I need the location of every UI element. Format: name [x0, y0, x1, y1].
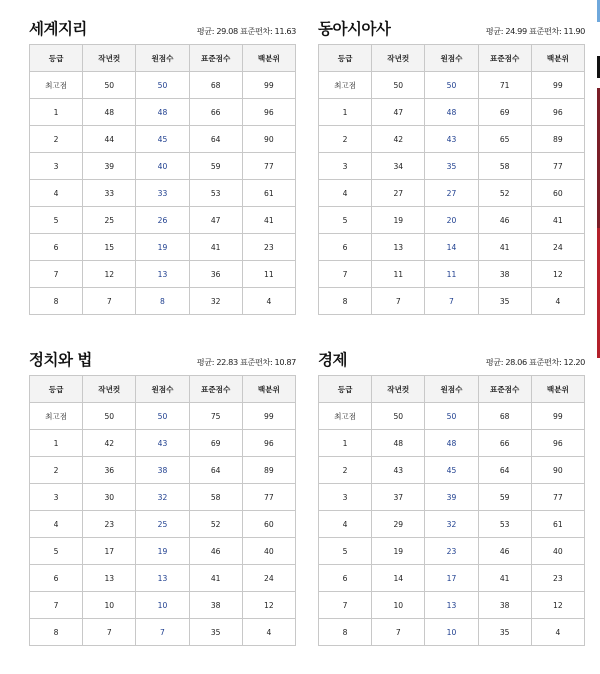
grade-cell: 3	[30, 484, 83, 511]
column-header: 등급	[319, 45, 372, 72]
column-header: 백분위	[531, 45, 584, 72]
standard-score-cell: 58	[478, 153, 531, 180]
last-year-cut-cell: 44	[83, 126, 136, 153]
percentile-cell: 89	[531, 126, 584, 153]
raw-score-cell: 23	[425, 538, 478, 565]
percentile-cell: 60	[242, 511, 295, 538]
percentile-cell: 41	[242, 207, 295, 234]
last-year-cut-cell: 48	[83, 99, 136, 126]
last-year-cut-cell: 50	[83, 72, 136, 99]
grade-cell: 6	[319, 565, 372, 592]
last-year-cut-cell: 29	[372, 511, 425, 538]
standard-score-cell: 38	[478, 592, 531, 619]
raw-score-cell: 17	[425, 565, 478, 592]
percentile-cell: 12	[531, 592, 584, 619]
standard-score-cell: 35	[478, 619, 531, 646]
table-row-grade-top	[319, 403, 585, 430]
column-header: 등급	[30, 45, 83, 72]
last-year-cut-cell: 47	[372, 99, 425, 126]
grade-cell: 4	[319, 180, 372, 207]
table-row-grade-5	[30, 207, 296, 234]
raw-score-cell: 7	[425, 288, 478, 315]
percentile-cell: 77	[531, 484, 584, 511]
raw-score-cell: 32	[136, 484, 189, 511]
standard-score-cell: 36	[189, 261, 242, 288]
subject-panel	[318, 348, 585, 646]
raw-score-cell: 38	[136, 457, 189, 484]
grade-cut-table	[29, 375, 296, 646]
percentile-cell: 96	[242, 99, 295, 126]
standard-score-cell: 38	[478, 261, 531, 288]
subject-stats: 평균: 28.06 표준편차: 12.20	[485, 357, 585, 367]
grade-cell: 5	[30, 538, 83, 565]
grade-cell: 7	[30, 592, 83, 619]
last-year-cut-cell: 14	[372, 565, 425, 592]
percentile-cell: 99	[531, 403, 584, 430]
table-row-grade-2	[319, 457, 585, 484]
panel-header	[318, 17, 585, 44]
table-row-grade-6	[30, 565, 296, 592]
grade-cell: 6	[319, 234, 372, 261]
table-row-grade-4	[319, 180, 585, 207]
table-row-grade-7	[319, 592, 585, 619]
column-header: 작년컷	[372, 376, 425, 403]
raw-score-cell: 39	[425, 484, 478, 511]
last-year-cut-cell: 7	[83, 288, 136, 315]
raw-score-cell: 40	[136, 153, 189, 180]
standard-score-cell: 64	[189, 126, 242, 153]
table-row-grade-4	[319, 511, 585, 538]
subject-title: 정치와 법	[29, 351, 92, 369]
percentile-cell: 12	[242, 592, 295, 619]
last-year-cut-cell: 43	[372, 457, 425, 484]
percentile-cell: 99	[242, 72, 295, 99]
standard-score-cell: 46	[189, 538, 242, 565]
column-header: 표준점수	[478, 45, 531, 72]
percentile-cell: 23	[242, 234, 295, 261]
percentile-cell: 99	[531, 72, 584, 99]
last-year-cut-cell: 50	[372, 403, 425, 430]
raw-score-cell: 48	[425, 99, 478, 126]
grade-cell: 4	[30, 180, 83, 207]
column-header: 표준점수	[189, 45, 242, 72]
last-year-cut-cell: 10	[372, 592, 425, 619]
table-row-grade-8	[30, 288, 296, 315]
last-year-cut-cell: 19	[372, 538, 425, 565]
standard-score-cell: 53	[478, 511, 531, 538]
grade-cell: 최고점	[319, 72, 372, 99]
raw-score-cell: 35	[425, 153, 478, 180]
raw-score-cell: 43	[425, 126, 478, 153]
table-row-grade-7	[30, 592, 296, 619]
standard-score-cell: 41	[189, 565, 242, 592]
grade-cell: 최고점	[30, 72, 83, 99]
grade-cell: 7	[30, 261, 83, 288]
subject-panel	[29, 17, 296, 315]
raw-score-cell: 48	[136, 99, 189, 126]
standard-score-cell: 64	[189, 457, 242, 484]
grade-cell: 1	[319, 430, 372, 457]
percentile-cell: 4	[531, 619, 584, 646]
table-header-row	[30, 376, 296, 403]
raw-score-cell: 13	[136, 565, 189, 592]
table-row-grade-5	[30, 538, 296, 565]
percentile-cell: 40	[242, 538, 295, 565]
grade-cell: 3	[319, 484, 372, 511]
percentile-cell: 96	[531, 430, 584, 457]
last-year-cut-cell: 7	[372, 288, 425, 315]
last-year-cut-cell: 10	[83, 592, 136, 619]
table-row-grade-8	[30, 619, 296, 646]
column-header: 원점수	[425, 376, 478, 403]
raw-score-cell: 50	[136, 72, 189, 99]
standard-score-cell: 41	[478, 234, 531, 261]
standard-score-cell: 41	[478, 565, 531, 592]
percentile-cell: 23	[531, 565, 584, 592]
last-year-cut-cell: 13	[372, 234, 425, 261]
grade-cell: 4	[319, 511, 372, 538]
percentile-cell: 4	[242, 619, 295, 646]
percentile-cell: 12	[531, 261, 584, 288]
raw-score-cell: 45	[425, 457, 478, 484]
panel-header	[29, 348, 296, 375]
column-header: 백분위	[531, 376, 584, 403]
percentile-cell: 77	[242, 484, 295, 511]
standard-score-cell: 68	[478, 403, 531, 430]
standard-score-cell: 52	[478, 180, 531, 207]
table-row-grade-2	[30, 126, 296, 153]
raw-score-cell: 33	[136, 180, 189, 207]
subject-title: 동아시아사	[318, 20, 391, 38]
grade-cell: 8	[30, 288, 83, 315]
standard-score-cell: 71	[478, 72, 531, 99]
subject-panel	[29, 348, 296, 646]
standard-score-cell: 47	[189, 207, 242, 234]
grade-cell: 1	[30, 430, 83, 457]
column-header: 백분위	[242, 376, 295, 403]
table-row-grade-1	[30, 430, 296, 457]
raw-score-cell: 19	[136, 234, 189, 261]
last-year-cut-cell: 12	[83, 261, 136, 288]
standard-score-cell: 66	[189, 99, 242, 126]
last-year-cut-cell: 36	[83, 457, 136, 484]
raw-score-cell: 10	[136, 592, 189, 619]
grade-cell: 2	[30, 457, 83, 484]
grade-cell: 3	[30, 153, 83, 180]
table-row-grade-6	[319, 565, 585, 592]
table-header-row	[30, 45, 296, 72]
last-year-cut-cell: 11	[372, 261, 425, 288]
percentile-cell: 96	[242, 430, 295, 457]
table-row-grade-1	[319, 99, 585, 126]
standard-score-cell: 59	[478, 484, 531, 511]
last-year-cut-cell: 19	[372, 207, 425, 234]
subject-panel	[318, 17, 585, 315]
grade-cell: 2	[319, 126, 372, 153]
table-row-grade-1	[30, 99, 296, 126]
standard-score-cell: 68	[189, 72, 242, 99]
column-header: 백분위	[242, 45, 295, 72]
standard-score-cell: 53	[189, 180, 242, 207]
column-header: 원점수	[136, 45, 189, 72]
table-header-row	[319, 45, 585, 72]
raw-score-cell: 43	[136, 430, 189, 457]
percentile-cell: 11	[242, 261, 295, 288]
table-row-grade-6	[319, 234, 585, 261]
percentile-cell: 77	[531, 153, 584, 180]
subject-stats: 평균: 29.08 표준편차: 11.63	[196, 26, 296, 36]
grade-cell: 4	[30, 511, 83, 538]
grade-cell: 5	[319, 538, 372, 565]
standard-score-cell: 75	[189, 403, 242, 430]
raw-score-cell: 45	[136, 126, 189, 153]
grade-cell: 6	[30, 234, 83, 261]
last-year-cut-cell: 15	[83, 234, 136, 261]
percentile-cell: 24	[531, 234, 584, 261]
table-row-grade-5	[319, 207, 585, 234]
grade-cell: 최고점	[30, 403, 83, 430]
grade-cell: 8	[319, 619, 372, 646]
last-year-cut-cell: 23	[83, 511, 136, 538]
grade-cell: 1	[319, 99, 372, 126]
percentile-cell: 4	[531, 288, 584, 315]
table-row-grade-8	[319, 288, 585, 315]
raw-score-cell: 13	[136, 261, 189, 288]
table-row-grade-top	[30, 72, 296, 99]
last-year-cut-cell: 37	[372, 484, 425, 511]
percentile-cell: 99	[242, 403, 295, 430]
standard-score-cell: 59	[189, 153, 242, 180]
last-year-cut-cell: 7	[372, 619, 425, 646]
raw-score-cell: 32	[425, 511, 478, 538]
grade-cell: 5	[319, 207, 372, 234]
grade-cell: 8	[319, 288, 372, 315]
percentile-cell: 4	[242, 288, 295, 315]
standard-score-cell: 69	[478, 99, 531, 126]
subject-stats: 평균: 22.83 표준편차: 10.87	[196, 357, 296, 367]
column-header: 표준점수	[189, 376, 242, 403]
last-year-cut-cell: 50	[372, 72, 425, 99]
percentile-cell: 40	[531, 538, 584, 565]
last-year-cut-cell: 48	[372, 430, 425, 457]
raw-score-cell: 11	[425, 261, 478, 288]
grade-cell: 2	[319, 457, 372, 484]
column-header: 원점수	[425, 45, 478, 72]
standard-score-cell: 46	[478, 207, 531, 234]
raw-score-cell: 8	[136, 288, 189, 315]
raw-score-cell: 50	[425, 403, 478, 430]
table-row-grade-6	[30, 234, 296, 261]
standard-score-cell: 46	[478, 538, 531, 565]
last-year-cut-cell: 33	[83, 180, 136, 207]
grade-cell: 2	[30, 126, 83, 153]
standard-score-cell: 41	[189, 234, 242, 261]
table-row-grade-3	[30, 484, 296, 511]
raw-score-cell: 50	[425, 72, 478, 99]
table-row-grade-2	[319, 126, 585, 153]
last-year-cut-cell: 30	[83, 484, 136, 511]
raw-score-cell: 25	[136, 511, 189, 538]
raw-score-cell: 27	[425, 180, 478, 207]
grade-cell: 3	[319, 153, 372, 180]
last-year-cut-cell: 50	[83, 403, 136, 430]
grade-cut-table	[318, 44, 585, 315]
table-row-grade-top	[319, 72, 585, 99]
table-row-grade-7	[319, 261, 585, 288]
table-row-grade-8	[319, 619, 585, 646]
column-header: 원점수	[136, 376, 189, 403]
standard-score-cell: 66	[478, 430, 531, 457]
grade-cell: 7	[319, 592, 372, 619]
table-row-grade-2	[30, 457, 296, 484]
table-row-grade-top	[30, 403, 296, 430]
table-row-grade-5	[319, 538, 585, 565]
grade-cell: 최고점	[319, 403, 372, 430]
last-year-cut-cell: 42	[83, 430, 136, 457]
standard-score-cell: 35	[478, 288, 531, 315]
raw-score-cell: 19	[136, 538, 189, 565]
column-header: 작년컷	[83, 376, 136, 403]
table-row-grade-1	[319, 430, 585, 457]
table-row-grade-3	[30, 153, 296, 180]
last-year-cut-cell: 25	[83, 207, 136, 234]
raw-score-cell: 26	[136, 207, 189, 234]
grade-cell: 7	[319, 261, 372, 288]
grade-cut-table	[29, 44, 296, 315]
column-header: 작년컷	[372, 45, 425, 72]
percentile-cell: 24	[242, 565, 295, 592]
raw-score-cell: 20	[425, 207, 478, 234]
grade-cell: 6	[30, 565, 83, 592]
raw-score-cell: 10	[425, 619, 478, 646]
last-year-cut-cell: 13	[83, 565, 136, 592]
raw-score-cell: 13	[425, 592, 478, 619]
raw-score-cell: 7	[136, 619, 189, 646]
table-header-row	[319, 376, 585, 403]
standard-score-cell: 35	[189, 619, 242, 646]
table-row-grade-4	[30, 511, 296, 538]
percentile-cell: 61	[531, 511, 584, 538]
percentile-cell: 96	[531, 99, 584, 126]
table-row-grade-3	[319, 484, 585, 511]
standard-score-cell: 65	[478, 126, 531, 153]
percentile-cell: 60	[531, 180, 584, 207]
last-year-cut-cell: 39	[83, 153, 136, 180]
percentile-cell: 41	[531, 207, 584, 234]
percentile-cell: 89	[242, 457, 295, 484]
grade-cut-table	[318, 375, 585, 646]
grade-cell: 1	[30, 99, 83, 126]
table-row-grade-4	[30, 180, 296, 207]
last-year-cut-cell: 27	[372, 180, 425, 207]
last-year-cut-cell: 42	[372, 126, 425, 153]
subject-title: 세계지리	[29, 20, 87, 38]
standard-score-cell: 64	[478, 457, 531, 484]
last-year-cut-cell: 7	[83, 619, 136, 646]
standard-score-cell: 52	[189, 511, 242, 538]
standard-score-cell: 69	[189, 430, 242, 457]
standard-score-cell: 38	[189, 592, 242, 619]
raw-score-cell: 48	[425, 430, 478, 457]
percentile-cell: 90	[531, 457, 584, 484]
raw-score-cell: 50	[136, 403, 189, 430]
panel-header	[29, 17, 296, 44]
percentile-cell: 77	[242, 153, 295, 180]
percentile-cell: 61	[242, 180, 295, 207]
column-header: 작년컷	[83, 45, 136, 72]
grade-cell: 8	[30, 619, 83, 646]
last-year-cut-cell: 17	[83, 538, 136, 565]
panel-header	[318, 348, 585, 375]
column-header: 표준점수	[478, 376, 531, 403]
subject-title: 경제	[318, 351, 347, 369]
raw-score-cell: 14	[425, 234, 478, 261]
percentile-cell: 90	[242, 126, 295, 153]
table-row-grade-7	[30, 261, 296, 288]
standard-score-cell: 58	[189, 484, 242, 511]
table-row-grade-3	[319, 153, 585, 180]
last-year-cut-cell: 34	[372, 153, 425, 180]
column-header: 등급	[30, 376, 83, 403]
grade-cell: 5	[30, 207, 83, 234]
column-header: 등급	[319, 376, 372, 403]
subject-stats: 평균: 24.99 표준편차: 11.90	[485, 26, 585, 36]
standard-score-cell: 32	[189, 288, 242, 315]
